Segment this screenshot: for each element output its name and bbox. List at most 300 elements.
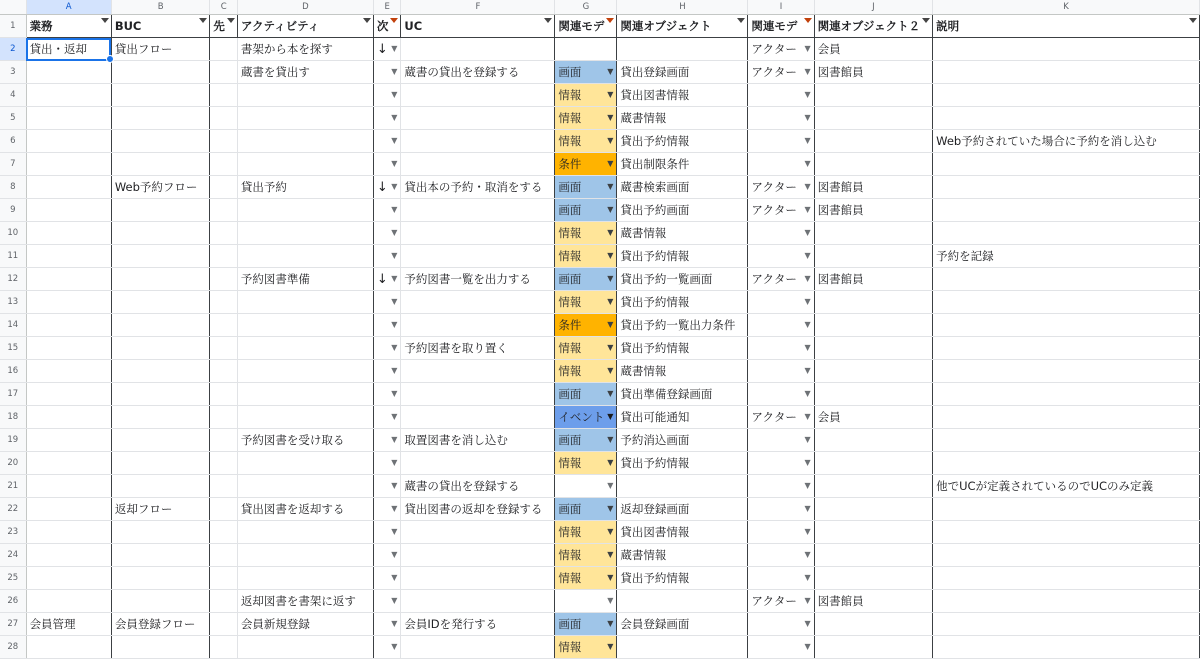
cell-h[interactable]: [617, 245, 748, 268]
cell-k[interactable]: [933, 475, 1200, 498]
cell-b[interactable]: [111, 406, 210, 429]
cell-b[interactable]: [111, 360, 210, 383]
cell-f[interactable]: [401, 590, 555, 613]
cell-e[interactable]: [373, 406, 401, 429]
cell-i[interactable]: [748, 498, 814, 521]
cell-d[interactable]: [237, 590, 373, 613]
cell-h[interactable]: [617, 153, 748, 176]
model-type-chip[interactable]: [555, 268, 617, 291]
cell-d[interactable]: [237, 636, 373, 659]
cell-a[interactable]: [26, 337, 111, 360]
cell-b[interactable]: [111, 268, 210, 291]
cell-c[interactable]: [210, 429, 238, 452]
cell-f[interactable]: [401, 222, 555, 245]
model-type-chip[interactable]: [555, 199, 617, 222]
cell-b[interactable]: [111, 38, 210, 61]
filter-icon[interactable]: [606, 18, 614, 23]
cell-i[interactable]: [748, 314, 814, 337]
cell-a[interactable]: [26, 383, 111, 406]
row-number[interactable]: 27: [0, 613, 26, 636]
cell-f[interactable]: [401, 314, 555, 337]
cell-h[interactable]: [617, 176, 748, 199]
chevron-down-icon[interactable]: ▼: [391, 619, 398, 628]
cell-k[interactable]: [933, 613, 1200, 636]
cell-a[interactable]: [26, 268, 111, 291]
cell-d[interactable]: [237, 567, 373, 590]
row-number[interactable]: 26: [0, 590, 26, 613]
row-number[interactable]: 25: [0, 567, 26, 590]
chevron-down-icon[interactable]: ▼: [804, 44, 811, 53]
chevron-down-icon[interactable]: ▼: [804, 320, 811, 329]
cell-h[interactable]: [617, 38, 748, 61]
chevron-down-icon[interactable]: ▼: [391, 274, 398, 283]
chevron-down-icon[interactable]: ▼: [804, 412, 811, 421]
cell-b[interactable]: [111, 291, 210, 314]
column-header-i[interactable]: I: [748, 0, 814, 15]
column-header-b[interactable]: B: [111, 0, 210, 15]
cell-c[interactable]: [210, 130, 238, 153]
cell-k[interactable]: [933, 314, 1200, 337]
cell-i[interactable]: [748, 245, 814, 268]
row-number[interactable]: 13: [0, 291, 26, 314]
row-number[interactable]: 5: [0, 107, 26, 130]
model-type-chip[interactable]: [555, 521, 617, 544]
cell-b[interactable]: [111, 314, 210, 337]
cell-c[interactable]: [210, 337, 238, 360]
cell-i[interactable]: [748, 291, 814, 314]
cell-e[interactable]: [373, 84, 401, 107]
column-header-e[interactable]: E: [373, 0, 401, 15]
cell-i[interactable]: [748, 199, 814, 222]
cell-f[interactable]: [401, 475, 555, 498]
cell-d[interactable]: [237, 498, 373, 521]
chevron-down-icon[interactable]: ▼: [804, 481, 811, 490]
cell-d[interactable]: [237, 314, 373, 337]
cell-i[interactable]: [748, 544, 814, 567]
filter-icon[interactable]: [390, 18, 398, 23]
cell-i[interactable]: [748, 130, 814, 153]
column-header-j[interactable]: J: [814, 0, 932, 15]
cell-i[interactable]: [748, 636, 814, 659]
model-type-chip[interactable]: [555, 498, 617, 521]
cell-e[interactable]: [373, 199, 401, 222]
model-type-chip[interactable]: [555, 291, 617, 314]
cell-a[interactable]: [26, 567, 111, 590]
cell-c[interactable]: [210, 360, 238, 383]
chevron-down-icon[interactable]: ▼: [607, 90, 614, 99]
chevron-down-icon[interactable]: ▼: [391, 366, 398, 375]
chevron-down-icon[interactable]: ▼: [607, 205, 614, 214]
chevron-down-icon[interactable]: ▼: [391, 504, 398, 513]
column-header-k[interactable]: K: [933, 0, 1200, 15]
cell-k[interactable]: [933, 429, 1200, 452]
cell-h[interactable]: [617, 521, 748, 544]
cell-f[interactable]: [401, 61, 555, 84]
model-type-chip[interactable]: [555, 452, 617, 475]
cell-h[interactable]: [617, 199, 748, 222]
chevron-down-icon[interactable]: ▼: [391, 642, 398, 651]
row-number[interactable]: 18: [0, 406, 26, 429]
row-number[interactable]: 16: [0, 360, 26, 383]
cell-d[interactable]: [237, 429, 373, 452]
cell-k[interactable]: [933, 567, 1200, 590]
cell-h[interactable]: [617, 84, 748, 107]
cell-d[interactable]: [237, 199, 373, 222]
cell-d[interactable]: [237, 613, 373, 636]
chevron-down-icon[interactable]: ▼: [804, 67, 811, 76]
cell-e[interactable]: [373, 268, 401, 291]
model-type-chip[interactable]: [555, 107, 617, 130]
cell-d[interactable]: [237, 245, 373, 268]
cell-j[interactable]: [814, 84, 932, 107]
cell-j[interactable]: [814, 429, 932, 452]
chevron-down-icon[interactable]: ▼: [391, 481, 398, 490]
chevron-down-icon[interactable]: ▼: [391, 527, 398, 536]
cell-k[interactable]: [933, 590, 1200, 613]
cell-e[interactable]: [373, 38, 401, 61]
cell-e[interactable]: [373, 337, 401, 360]
filter-icon[interactable]: [1189, 18, 1197, 23]
cell-c[interactable]: [210, 245, 238, 268]
chevron-down-icon[interactable]: ▼: [804, 159, 811, 168]
cell-b[interactable]: [111, 199, 210, 222]
chevron-down-icon[interactable]: ▼: [607, 228, 614, 237]
cell-b[interactable]: [111, 107, 210, 130]
cell-h[interactable]: [617, 475, 748, 498]
chevron-down-icon[interactable]: ▼: [607, 67, 614, 76]
cell-c[interactable]: [210, 567, 238, 590]
cell-a[interactable]: [26, 84, 111, 107]
cell-b[interactable]: [111, 521, 210, 544]
row-number[interactable]: 2: [0, 38, 26, 61]
cell-h[interactable]: [617, 61, 748, 84]
cell-i[interactable]: [748, 613, 814, 636]
row-number[interactable]: 22: [0, 498, 26, 521]
cell-e[interactable]: [373, 544, 401, 567]
cell-j[interactable]: [814, 498, 932, 521]
header-cell-d[interactable]: [237, 15, 373, 38]
chevron-down-icon[interactable]: ▼: [391, 389, 398, 398]
cell-f[interactable]: [401, 544, 555, 567]
cell-f[interactable]: [401, 498, 555, 521]
chevron-down-icon[interactable]: ▼: [391, 205, 398, 214]
row-number[interactable]: 8: [0, 176, 26, 199]
row-number[interactable]: 21: [0, 475, 26, 498]
cell-j[interactable]: [814, 222, 932, 245]
cell-e[interactable]: [373, 360, 401, 383]
cell-e[interactable]: [373, 176, 401, 199]
chevron-down-icon[interactable]: ▼: [607, 389, 614, 398]
cell-b[interactable]: [111, 567, 210, 590]
cell-k[interactable]: [933, 360, 1200, 383]
row-number[interactable]: 19: [0, 429, 26, 452]
cell-k[interactable]: [933, 636, 1200, 659]
cell-j[interactable]: [814, 130, 932, 153]
cell-f[interactable]: [401, 567, 555, 590]
cell-e[interactable]: [373, 521, 401, 544]
model-type-chip[interactable]: [555, 360, 617, 383]
cell-j[interactable]: [814, 636, 932, 659]
cell-b[interactable]: [111, 84, 210, 107]
cell-b[interactable]: [111, 153, 210, 176]
cell-d[interactable]: [237, 84, 373, 107]
cell-f[interactable]: [401, 291, 555, 314]
cell-d[interactable]: [237, 153, 373, 176]
cell-d[interactable]: [237, 383, 373, 406]
cell-a[interactable]: [26, 291, 111, 314]
cell-b[interactable]: [111, 544, 210, 567]
cell-f[interactable]: [401, 84, 555, 107]
cell-h[interactable]: [617, 222, 748, 245]
cell-e[interactable]: [373, 590, 401, 613]
cell-g[interactable]: [555, 475, 617, 498]
row-number[interactable]: 28: [0, 636, 26, 659]
row-number[interactable]: 12: [0, 268, 26, 291]
cell-i[interactable]: [748, 38, 814, 61]
cell-h[interactable]: [617, 636, 748, 659]
cell-j[interactable]: [814, 383, 932, 406]
row-number[interactable]: 9: [0, 199, 26, 222]
cell-e[interactable]: [373, 107, 401, 130]
cell-f[interactable]: [401, 337, 555, 360]
cell-b[interactable]: [111, 337, 210, 360]
row-number[interactable]: 4: [0, 84, 26, 107]
chevron-down-icon[interactable]: ▼: [607, 504, 614, 513]
model-type-chip[interactable]: [555, 567, 617, 590]
cell-c[interactable]: [210, 498, 238, 521]
model-type-chip[interactable]: [555, 406, 617, 429]
cell-d[interactable]: [237, 130, 373, 153]
chevron-down-icon[interactable]: ▼: [607, 619, 614, 628]
cell-b[interactable]: [111, 636, 210, 659]
chevron-down-icon[interactable]: ▼: [391, 90, 398, 99]
cell-k[interactable]: [933, 383, 1200, 406]
chevron-down-icon[interactable]: ▼: [804, 527, 811, 536]
cell-d[interactable]: [237, 268, 373, 291]
cell-h[interactable]: [617, 130, 748, 153]
cell-h[interactable]: [617, 337, 748, 360]
cell-h[interactable]: [617, 268, 748, 291]
cell-b[interactable]: [111, 61, 210, 84]
cell-c[interactable]: [210, 314, 238, 337]
cell-g[interactable]: [555, 38, 617, 61]
chevron-down-icon[interactable]: ▼: [607, 297, 614, 306]
row-number[interactable]: 10: [0, 222, 26, 245]
chevron-down-icon[interactable]: ▼: [607, 596, 614, 605]
cell-d[interactable]: [237, 452, 373, 475]
cell-e[interactable]: [373, 291, 401, 314]
chevron-down-icon[interactable]: ▼: [804, 619, 811, 628]
cell-f[interactable]: [401, 636, 555, 659]
cell-h[interactable]: [617, 360, 748, 383]
cell-a[interactable]: [26, 429, 111, 452]
cell-d[interactable]: [237, 222, 373, 245]
cell-c[interactable]: [210, 613, 238, 636]
cell-i[interactable]: [748, 360, 814, 383]
cell-h[interactable]: [617, 383, 748, 406]
cell-h[interactable]: [617, 613, 748, 636]
chevron-down-icon[interactable]: ▼: [804, 228, 811, 237]
chevron-down-icon[interactable]: ▼: [391, 297, 398, 306]
cell-k[interactable]: [933, 38, 1200, 61]
cell-k[interactable]: [933, 199, 1200, 222]
cell-a[interactable]: [26, 475, 111, 498]
chevron-down-icon[interactable]: ▼: [391, 251, 398, 260]
header-cell-f[interactable]: [401, 15, 555, 38]
cell-k[interactable]: [933, 84, 1200, 107]
cell-j[interactable]: [814, 314, 932, 337]
chevron-down-icon[interactable]: ▼: [391, 113, 398, 122]
chevron-down-icon[interactable]: ▼: [804, 435, 811, 444]
filter-icon[interactable]: [227, 18, 235, 23]
chevron-down-icon[interactable]: ▼: [804, 642, 811, 651]
chevron-down-icon[interactable]: ▼: [391, 182, 398, 191]
cell-h[interactable]: [617, 452, 748, 475]
chevron-down-icon[interactable]: ▼: [804, 182, 811, 191]
cell-i[interactable]: [748, 406, 814, 429]
chevron-down-icon[interactable]: ▼: [804, 389, 811, 398]
cell-k[interactable]: [933, 130, 1200, 153]
cell-h[interactable]: [617, 567, 748, 590]
cell-j[interactable]: [814, 406, 932, 429]
chevron-down-icon[interactable]: ▼: [804, 573, 811, 582]
row-number[interactable]: 7: [0, 153, 26, 176]
cell-a[interactable]: [26, 176, 111, 199]
cell-j[interactable]: [814, 268, 932, 291]
cell-d[interactable]: [237, 337, 373, 360]
cell-i[interactable]: [748, 452, 814, 475]
cell-e[interactable]: [373, 498, 401, 521]
cell-j[interactable]: [814, 613, 932, 636]
column-header-f[interactable]: F: [401, 0, 555, 15]
chevron-down-icon[interactable]: ▼: [391, 228, 398, 237]
cell-f[interactable]: [401, 245, 555, 268]
cell-e[interactable]: [373, 130, 401, 153]
cell-j[interactable]: [814, 544, 932, 567]
cell-j[interactable]: [814, 567, 932, 590]
chevron-down-icon[interactable]: ▼: [804, 297, 811, 306]
row-number[interactable]: 1: [0, 15, 26, 38]
cell-j[interactable]: [814, 475, 932, 498]
row-number[interactable]: 15: [0, 337, 26, 360]
cell-d[interactable]: [237, 61, 373, 84]
cell-e[interactable]: [373, 429, 401, 452]
chevron-down-icon[interactable]: ▼: [607, 642, 614, 651]
chevron-down-icon[interactable]: ▼: [607, 136, 614, 145]
chevron-down-icon[interactable]: ▼: [391, 320, 398, 329]
cell-i[interactable]: [748, 153, 814, 176]
chevron-down-icon[interactable]: ▼: [804, 274, 811, 283]
cell-a[interactable]: [26, 452, 111, 475]
cell-c[interactable]: [210, 199, 238, 222]
cell-f[interactable]: [401, 360, 555, 383]
cell-a[interactable]: [26, 199, 111, 222]
cell-b[interactable]: [111, 452, 210, 475]
model-type-chip[interactable]: [555, 337, 617, 360]
chevron-down-icon[interactable]: ▼: [391, 458, 398, 467]
cell-g[interactable]: [555, 590, 617, 613]
filter-icon[interactable]: [363, 18, 371, 23]
cell-k[interactable]: [933, 222, 1200, 245]
cell-c[interactable]: [210, 521, 238, 544]
cell-i[interactable]: [748, 383, 814, 406]
chevron-down-icon[interactable]: ▼: [607, 527, 614, 536]
filter-icon[interactable]: [199, 18, 207, 23]
cell-d[interactable]: [237, 176, 373, 199]
cell-c[interactable]: [210, 176, 238, 199]
cell-i[interactable]: [748, 521, 814, 544]
header-cell-a[interactable]: [26, 15, 111, 38]
cell-f[interactable]: [401, 452, 555, 475]
header-cell-c[interactable]: [210, 15, 238, 38]
cell-f[interactable]: [401, 38, 555, 61]
chevron-down-icon[interactable]: ▼: [607, 320, 614, 329]
cell-j[interactable]: [814, 521, 932, 544]
filter-icon[interactable]: [737, 18, 745, 23]
cell-a[interactable]: [26, 314, 111, 337]
row-number[interactable]: 3: [0, 61, 26, 84]
cell-a[interactable]: [26, 107, 111, 130]
chevron-down-icon[interactable]: ▼: [391, 435, 398, 444]
chevron-down-icon[interactable]: ▼: [804, 550, 811, 559]
model-type-chip[interactable]: [555, 314, 617, 337]
cell-j[interactable]: [814, 153, 932, 176]
model-type-chip[interactable]: [555, 153, 617, 176]
chevron-down-icon[interactable]: ▼: [607, 366, 614, 375]
cell-f[interactable]: [401, 521, 555, 544]
chevron-down-icon[interactable]: ▼: [607, 251, 614, 260]
cell-k[interactable]: [933, 268, 1200, 291]
cell-j[interactable]: [814, 199, 932, 222]
cell-c[interactable]: [210, 475, 238, 498]
cell-c[interactable]: [210, 107, 238, 130]
cell-f[interactable]: [401, 130, 555, 153]
row-number[interactable]: 20: [0, 452, 26, 475]
cell-k[interactable]: [933, 406, 1200, 429]
model-type-chip[interactable]: [555, 61, 617, 84]
cell-b[interactable]: [111, 475, 210, 498]
cell-c[interactable]: [210, 590, 238, 613]
cell-i[interactable]: [748, 567, 814, 590]
chevron-down-icon[interactable]: ▼: [804, 343, 811, 352]
model-type-chip[interactable]: [555, 544, 617, 567]
cell-a[interactable]: [26, 613, 111, 636]
cell-f[interactable]: [401, 153, 555, 176]
cell-b[interactable]: [111, 590, 210, 613]
cell-c[interactable]: [210, 291, 238, 314]
cell-e[interactable]: [373, 383, 401, 406]
cell-c[interactable]: [210, 84, 238, 107]
column-header-g[interactable]: G: [555, 0, 617, 15]
row-number[interactable]: 14: [0, 314, 26, 337]
chevron-down-icon[interactable]: ▼: [804, 596, 811, 605]
chevron-down-icon[interactable]: ▼: [804, 504, 811, 513]
model-type-chip[interactable]: [555, 613, 617, 636]
chevron-down-icon[interactable]: ▼: [804, 90, 811, 99]
cell-c[interactable]: [210, 268, 238, 291]
cell-f[interactable]: [401, 406, 555, 429]
cell-j[interactable]: [814, 452, 932, 475]
filter-icon[interactable]: [922, 18, 930, 23]
cell-i[interactable]: [748, 590, 814, 613]
cell-b[interactable]: [111, 130, 210, 153]
cell-a[interactable]: [26, 544, 111, 567]
header-cell-b[interactable]: [111, 15, 210, 38]
chevron-down-icon[interactable]: ▼: [391, 67, 398, 76]
cell-e[interactable]: [373, 636, 401, 659]
cell-a[interactable]: [26, 130, 111, 153]
cell-k[interactable]: [933, 498, 1200, 521]
